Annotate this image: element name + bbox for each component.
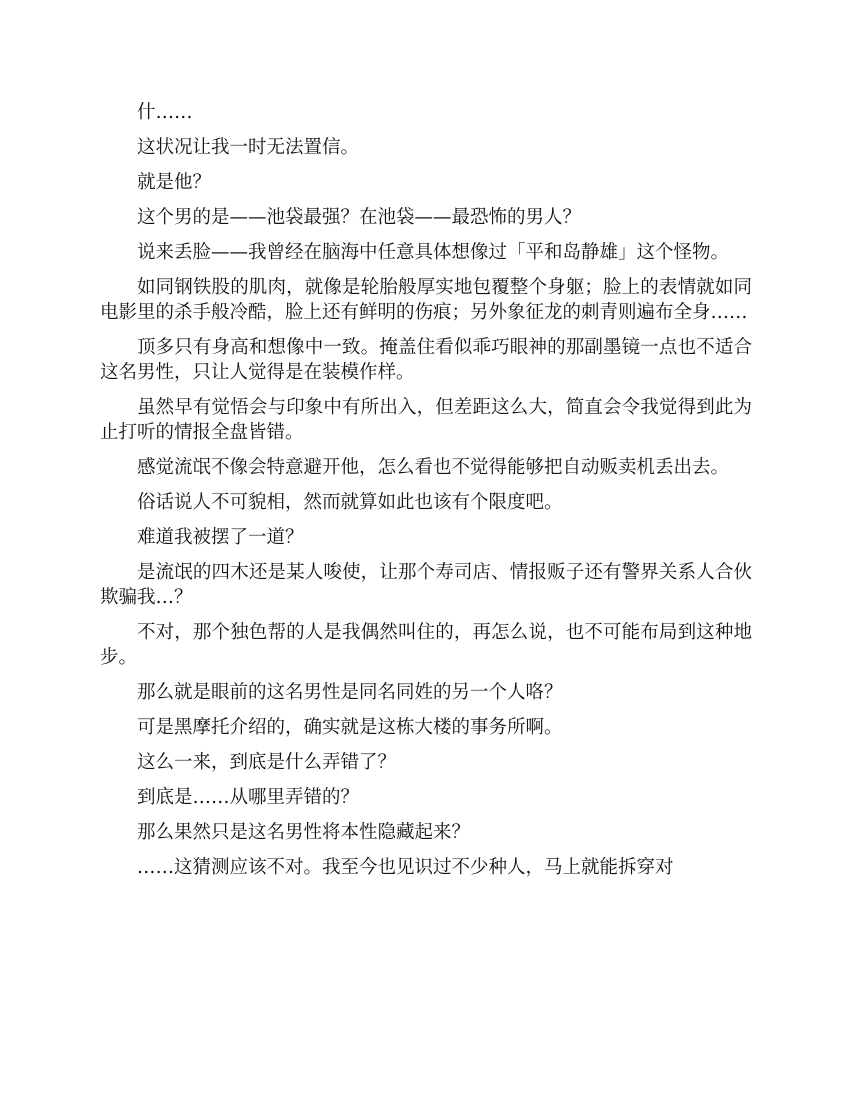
- paragraph: 如同钢铁股的肌肉，就像是轮胎般厚实地包覆整个身躯；脸上的表情就如同电影里的杀手般冷酷，脸上还有鲜明的伤痕；另外象征龙的刺青则遍布全身……: [100, 277, 752, 323]
- paragraph: ……这猜测应该不对。我至今也见识过不少种人，马上就能拆穿对: [137, 857, 674, 878]
- paragraph: 这么一来，到底是什么弄错了？: [137, 752, 397, 773]
- paragraph: 难道我被摆了一道？: [137, 527, 304, 548]
- paragraph: 这状况让我一时无法置信。: [137, 137, 360, 158]
- paragraph: 不对，那个独色帮的人是我偶然叫住的，再怎么说，也不可能布局到这种地步。: [100, 622, 752, 668]
- paragraph: 是流氓的四木还是某人唆使，让那个寿司店、情报贩子还有警界关系人合伙欺骗我…？: [100, 562, 752, 608]
- paragraph: 就是他？: [137, 172, 212, 193]
- paragraph: 那么果然只是这名男性将本性隐藏起来？: [137, 822, 471, 843]
- body-text: [100, 100, 752, 890]
- paragraph: 俗话说人不可貌相，然而就算如此也该有个限度吧。: [137, 492, 563, 513]
- paragraph: 这个男的是——池袋最强？在池袋——最恐怖的男人？: [137, 207, 582, 228]
- paragraph: 顶多只有身高和想像中一致。掩盖住看似乖巧眼神的那副墨镜一点也不适合这名男性，只让人觉得是在装模作样。: [100, 337, 752, 383]
- paragraph: 那么就是眼前的这名男性是同名同姓的另一个人咯？: [137, 682, 563, 703]
- paragraph: 说来丢脸——我曾经在脑海中任意具体想像过「平和岛静雄」这个怪物。: [137, 242, 730, 263]
- paragraph: 虽然早有觉悟会与印象中有所出入，但差距这么大，简直会令我觉得到此为止打听的情报全盘皆错。: [100, 397, 752, 443]
- paragraph: 什……: [137, 102, 193, 123]
- paragraph: 感觉流氓不像会特意避开他，怎么看也不觉得能够把自动贩卖机丢出去。: [137, 457, 730, 478]
- paragraph: 到底是……从哪里弄错的？: [137, 787, 360, 808]
- paragraph: 可是黑摩托介绍的，确实就是这栋大楼的事务所啊。: [137, 717, 563, 738]
